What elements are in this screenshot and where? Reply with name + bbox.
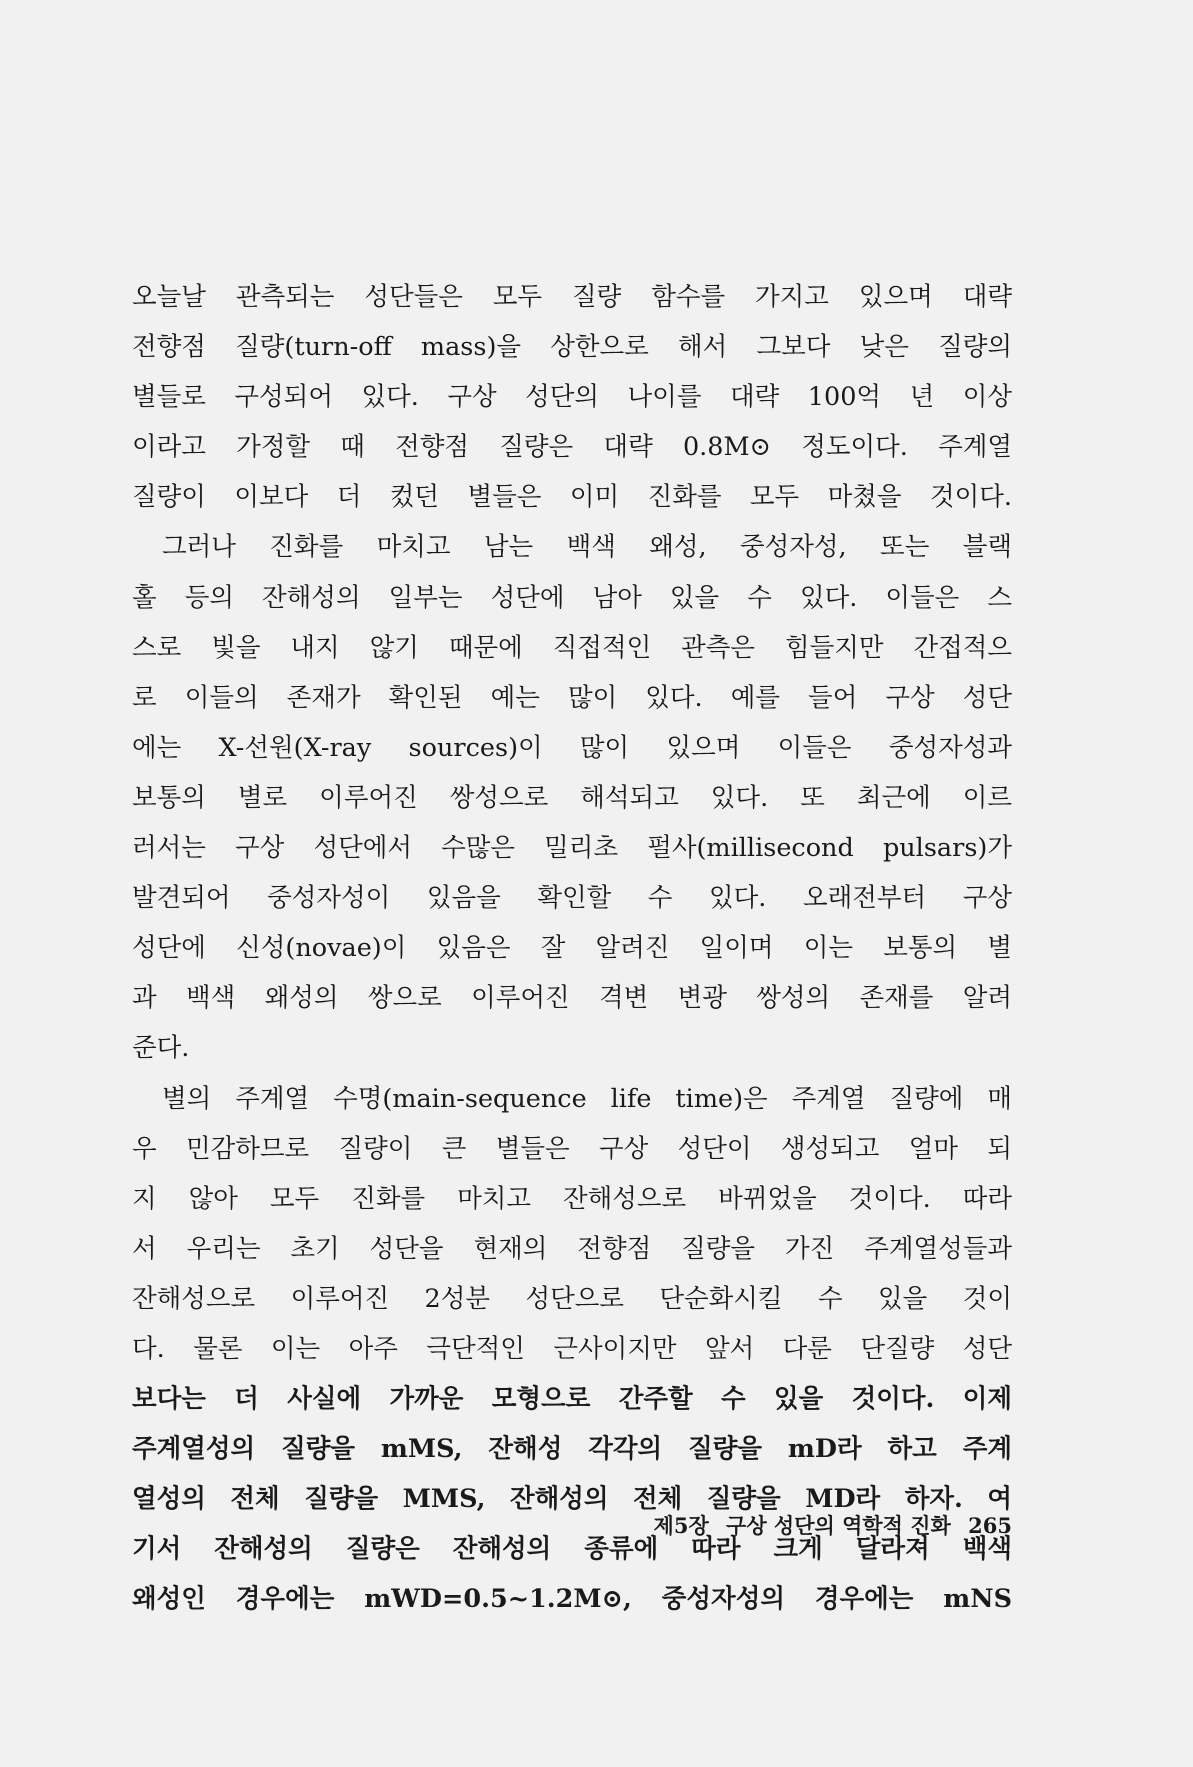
text-line: 이라고 가정할 때 전향점 질량은 대략 0.8M⊙ 정도이다. 주계열	[132, 432, 1012, 463]
paragraph-3	[132, 1074, 1012, 1375]
text-line: 주계열성의 질량을 mMS, 잔해성 각각의 질량을 mD라 하고 주계	[132, 1434, 1012, 1465]
text-line: 전향점 질량(turn-off mass)을 상한으로 해서 그보다 낮은 질량의	[132, 332, 1012, 363]
text-line: 왜성인 경우에는 mWD=0.5~1.2M⊙, 중성자성의 경우에는 mNS	[132, 1584, 1012, 1615]
body-text	[132, 272, 1012, 1625]
text-line: 준다.	[132, 1033, 190, 1064]
text-line: 지 않아 모두 진화를 마치고 잔해성으로 바뀌었을 것이다. 따라	[132, 1183, 1012, 1214]
text-line: 로 이들의 존재가 확인된 예는 많이 있다. 예를 들어 구상 성단	[132, 682, 1012, 713]
page-footer	[540, 1510, 1012, 1540]
chapter-title: 구상 성단의 역학적 진화	[726, 1513, 951, 1538]
paragraph-2	[132, 522, 1012, 1073]
text-line: 잔해성으로 이루어진 2성분 성단으로 단순화시킬 수 있을 것이	[132, 1283, 1012, 1314]
text-line: 기서 잔해성의 질량은 잔해성의 종류에 따라 크게 달라져 백색	[132, 1534, 1012, 1565]
text-line: 성단에 신성(novae)이 있음은 잘 알려진 일이며 이는 보통의 별	[132, 933, 1012, 964]
text-line: 보통의 별로 이루어진 쌍성으로 해석되고 있다. 또 최근에 이르	[132, 782, 1012, 813]
text-line: 보다는 더 사실에 가까운 모형으로 간주할 수 있을 것이다. 이제	[132, 1384, 1012, 1415]
text-line: 별들로 구성되어 있다. 구상 성단의 나이를 대략 100억 년 이상	[132, 382, 1012, 413]
text-line: 우 민감하므로 질량이 큰 별들은 구상 성단이 생성되고 얼마 되	[132, 1133, 1012, 1164]
text-line: 별의 주계열 수명(main-sequence life time)은 주계열 질량에 매	[162, 1083, 1012, 1114]
text-line: 질량이 이보다 더 컸던 별들은 이미 진화를 모두 마쳤을 것이다.	[132, 482, 1012, 513]
text-line: 오늘날 관측되는 성단들은 모두 질량 함수를 가지고 있으며 대략	[132, 282, 1012, 312]
paragraph-1	[132, 272, 1012, 522]
paragraph-3-continued	[132, 1374, 1012, 1624]
text-line: 서 우리는 초기 성단을 현재의 전향점 질량을 가진 주계열성들과	[132, 1233, 1012, 1264]
text-line: 열성의 전체 질량을 MMS, 잔해성의 전체 질량을 MD라 하자. 여	[132, 1484, 1012, 1515]
text-line: 에는 X-선원(X-ray sources)이 많이 있으며 이들은 중성자성과	[132, 732, 1012, 763]
text-line: 그러나 진화를 마치고 남는 백색 왜성, 중성자성, 또는 블랙	[162, 532, 1012, 563]
text-line: 발견되어 중성자성이 있음을 확인할 수 있다. 오래전부터 구상	[132, 883, 1012, 914]
text-line: 러서는 구상 성단에서 수많은 밀리초 펄사(millisecond pulsars)가	[132, 833, 1012, 864]
chapter-label: 제5장	[653, 1513, 709, 1538]
page-number: 265	[968, 1513, 1012, 1538]
text-line: 스로 빛을 내지 않기 때문에 직접적인 관측은 힘들지만 간접적으	[132, 632, 1012, 663]
text-line: 홀 등의 잔해성의 일부는 성단에 남아 있을 수 있다. 이들은 스	[132, 582, 1012, 613]
text-line: 다. 물론 이는 아주 극단적인 근사이지만 앞서 다룬 단질량 성단	[132, 1333, 1012, 1364]
text-line: 과 백색 왜성의 쌍으로 이루어진 격변 변광 쌍성의 존재를 알려	[132, 983, 1012, 1014]
